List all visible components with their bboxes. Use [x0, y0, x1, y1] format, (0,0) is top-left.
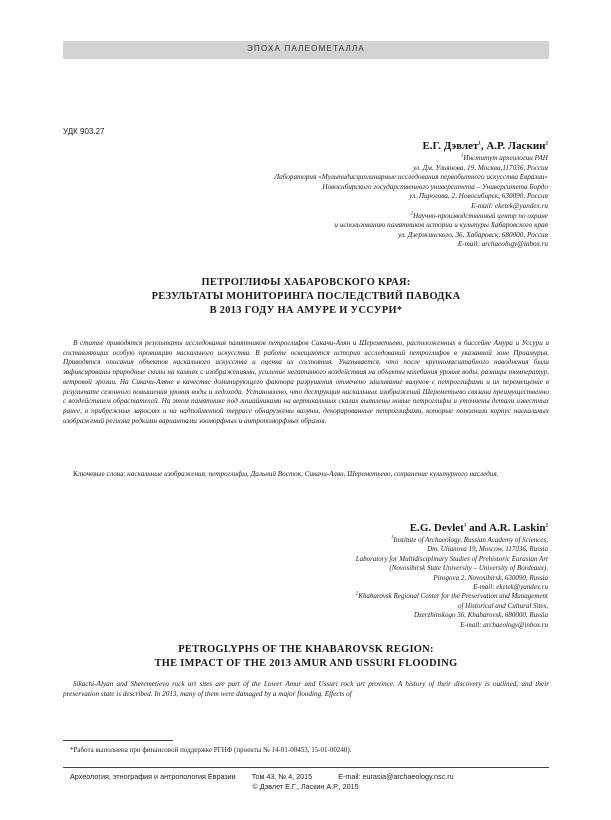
affil-line: E-mail: archaeology@inbox.ru — [457, 240, 548, 249]
author-1-en: E.G. Devlet — [409, 522, 464, 534]
udk-code: УДК 903.27 — [63, 127, 105, 136]
affil-line: ул. Дзержинского, 36, Хабаровск, 680000, Россия — [398, 230, 548, 239]
authors-ru — [422, 140, 548, 152]
author-2-ru-mark: 2 — [545, 141, 548, 147]
funding-footnote: *Работа выполнена при финансовой поддержке РГНФ (проекты № 14-01-00453, 15-01-00240). — [70, 746, 352, 754]
section-header — [63, 41, 549, 59]
author-1-en-mark: 1 — [463, 523, 467, 529]
article-title-en — [63, 643, 549, 671]
author-2-en: A.R. Laskin — [488, 522, 546, 534]
keywords-text: наскальные изображения, петроглифы, Дальний Восток, Сикачи-Алян, Шереметьево, сохранение культурного наследия. — [127, 470, 499, 478]
author-1-ru-mark: 1 — [478, 141, 481, 147]
authors-en — [410, 522, 548, 534]
affil-line: Laboratory for Multidisciplinary Studies of Prehistoric Eurasian Art — [355, 554, 548, 563]
affil-line: E-mail: eketek@yandex.ru — [473, 583, 548, 592]
affil-line: of Historical and Cultural Sites, — [457, 601, 548, 610]
author-1-ru: Е.Г. Дэвлет — [422, 140, 479, 152]
title-ru-line: В 2013 ГОДУ НА АМУРЕ И УССУРИ* — [209, 305, 403, 316]
authors-ru-separator: , — [480, 140, 487, 152]
affil-line: (Novosibirsk State University – University of Bordeaux), — [389, 564, 548, 573]
affil-line: E-mail: eketek@yandex.ru — [471, 201, 548, 210]
journal-email[interactable]: E-mail: eurasia@archaeology.nsc.ru — [338, 772, 454, 781]
affil-line: $^1$Институт археологии РАН — [460, 153, 548, 162]
affil-line: $^2$Научно-производственный центр по охране — [410, 211, 548, 220]
abstract-ru: В статье приводятся результаты исследования памятников петроглифов Сикачи-Алян и Шереметьево, расположенных в бассейне Амура и Уссури и составляющих особую провинцию наскального искусства. В работе освещаются история исследований петроглифов в указанной зоне Приамурья. Приводятся описания объектов наскального искусства и оценка их состояния. Указывается, что после крупномасштабного наводнения были зафиксированы природные сколы на камнях с изображениями, усиление негативного воздействия на объекты колебания уровня воды, разницы температур, ветровой эрозии. На Сикачи-Аляне в качестве доминирующего фактора разрушения отмечено заиливание валунов с петроглифами и их перемещение в результате сезонного повышения уровня воды и ледохода. Установлено, что деструкция наскальных изображений Шереметьево связана преимущественно с воздействием обрастателей. На этом памятнике под лишайниками на вертикальных скалах выявлены новые петроглифы и уточнены детали известных ранее, в прибрежных зарослях и на надпойменной террасе обнаружены валуны, декорированные петроглифами, которые пополнили корпус наскальных изображений региона редкими вариантами зооморфных и антропоморфных образов. — [63, 339, 549, 425]
affil-line: ул. Дм. Ульянова, 19, Москва,117036, Россия — [412, 163, 548, 172]
journal-footer — [70, 772, 454, 781]
journal-volume: Том 43, № 4, 2015 — [251, 772, 313, 781]
title-en-line: THE IMPACT OF THE 2013 AMUR AND USSURI FLOODING — [154, 658, 458, 669]
affil-line: $^2$Khabarovsk Regional Center for the Preservation and Management — [355, 592, 548, 601]
keywords-label: Ключевые слова: — [73, 470, 128, 478]
keywords-ru — [63, 470, 549, 480]
article-title-ru — [63, 276, 549, 318]
affil-line: $^1$Institute of Archaeology, Russian Academy of Sciences, — [390, 535, 548, 544]
footer-divider — [63, 767, 549, 768]
authors-en-separator: and — [466, 522, 489, 534]
section-title: ЭПОХА ПАЛЕОМЕТАЛЛА — [247, 44, 365, 53]
journal-name: Археология, этнография и антропология Евразии — [70, 772, 236, 781]
affil-line: Новосибирского государственного университета – Университета Бордо — [322, 182, 548, 191]
copyright-line: © Дэвлет Е.Г., Ласкин А.Р., 2015 — [252, 782, 359, 791]
affil-line: Лаборатория «Мультидисциплинарные исследования первобытного искусства Евразии» — [274, 173, 548, 182]
title-ru-line: ПЕТРОГЛИФЫ ХАБАРОВСКОГО КРАЯ: — [201, 277, 411, 288]
title-en-line: PETROGLYPHS OF THE KHABAROVSK REGION: — [178, 644, 434, 655]
affil-line: Pirogova 2, Novosibirsk, 630090, Russia — [433, 573, 548, 582]
author-2-ru: А.Р. Ласкин — [486, 140, 546, 152]
abstract-en: Sikachi-Alyan and Sheremetievo rock art sites are part of the Lower Amur and Ussuri rock art province. A history of their discovery is outlined, and their preservation state is described. In 2013, many of them were damaged by a major flooding. Effects of — [63, 680, 549, 698]
affiliations-ru — [274, 154, 548, 250]
affil-line: ул. Пирогова, 2, Новосибирск, 630090, Россия — [409, 192, 548, 201]
footnote-divider — [63, 740, 173, 741]
author-2-en-mark: 2 — [545, 523, 548, 529]
affil-line: Dm. Ulianova 19, Moscow, 117036, Russia — [427, 545, 548, 554]
affiliations-en — [356, 536, 548, 630]
title-ru-line: РЕЗУЛЬТАТЫ МОНИТОРИНГА ПОСЛЕДСТВИЙ ПАВОДКА — [151, 291, 461, 302]
affil-line: E-mail: archaeology@inbox.ru — [460, 620, 548, 629]
affil-line: Dzerzhinskogo 36, Khabarovsk, 680000, Russia — [413, 611, 548, 620]
affil-line: и использованию памятников истории и культуры Хабаровского края — [334, 221, 548, 230]
